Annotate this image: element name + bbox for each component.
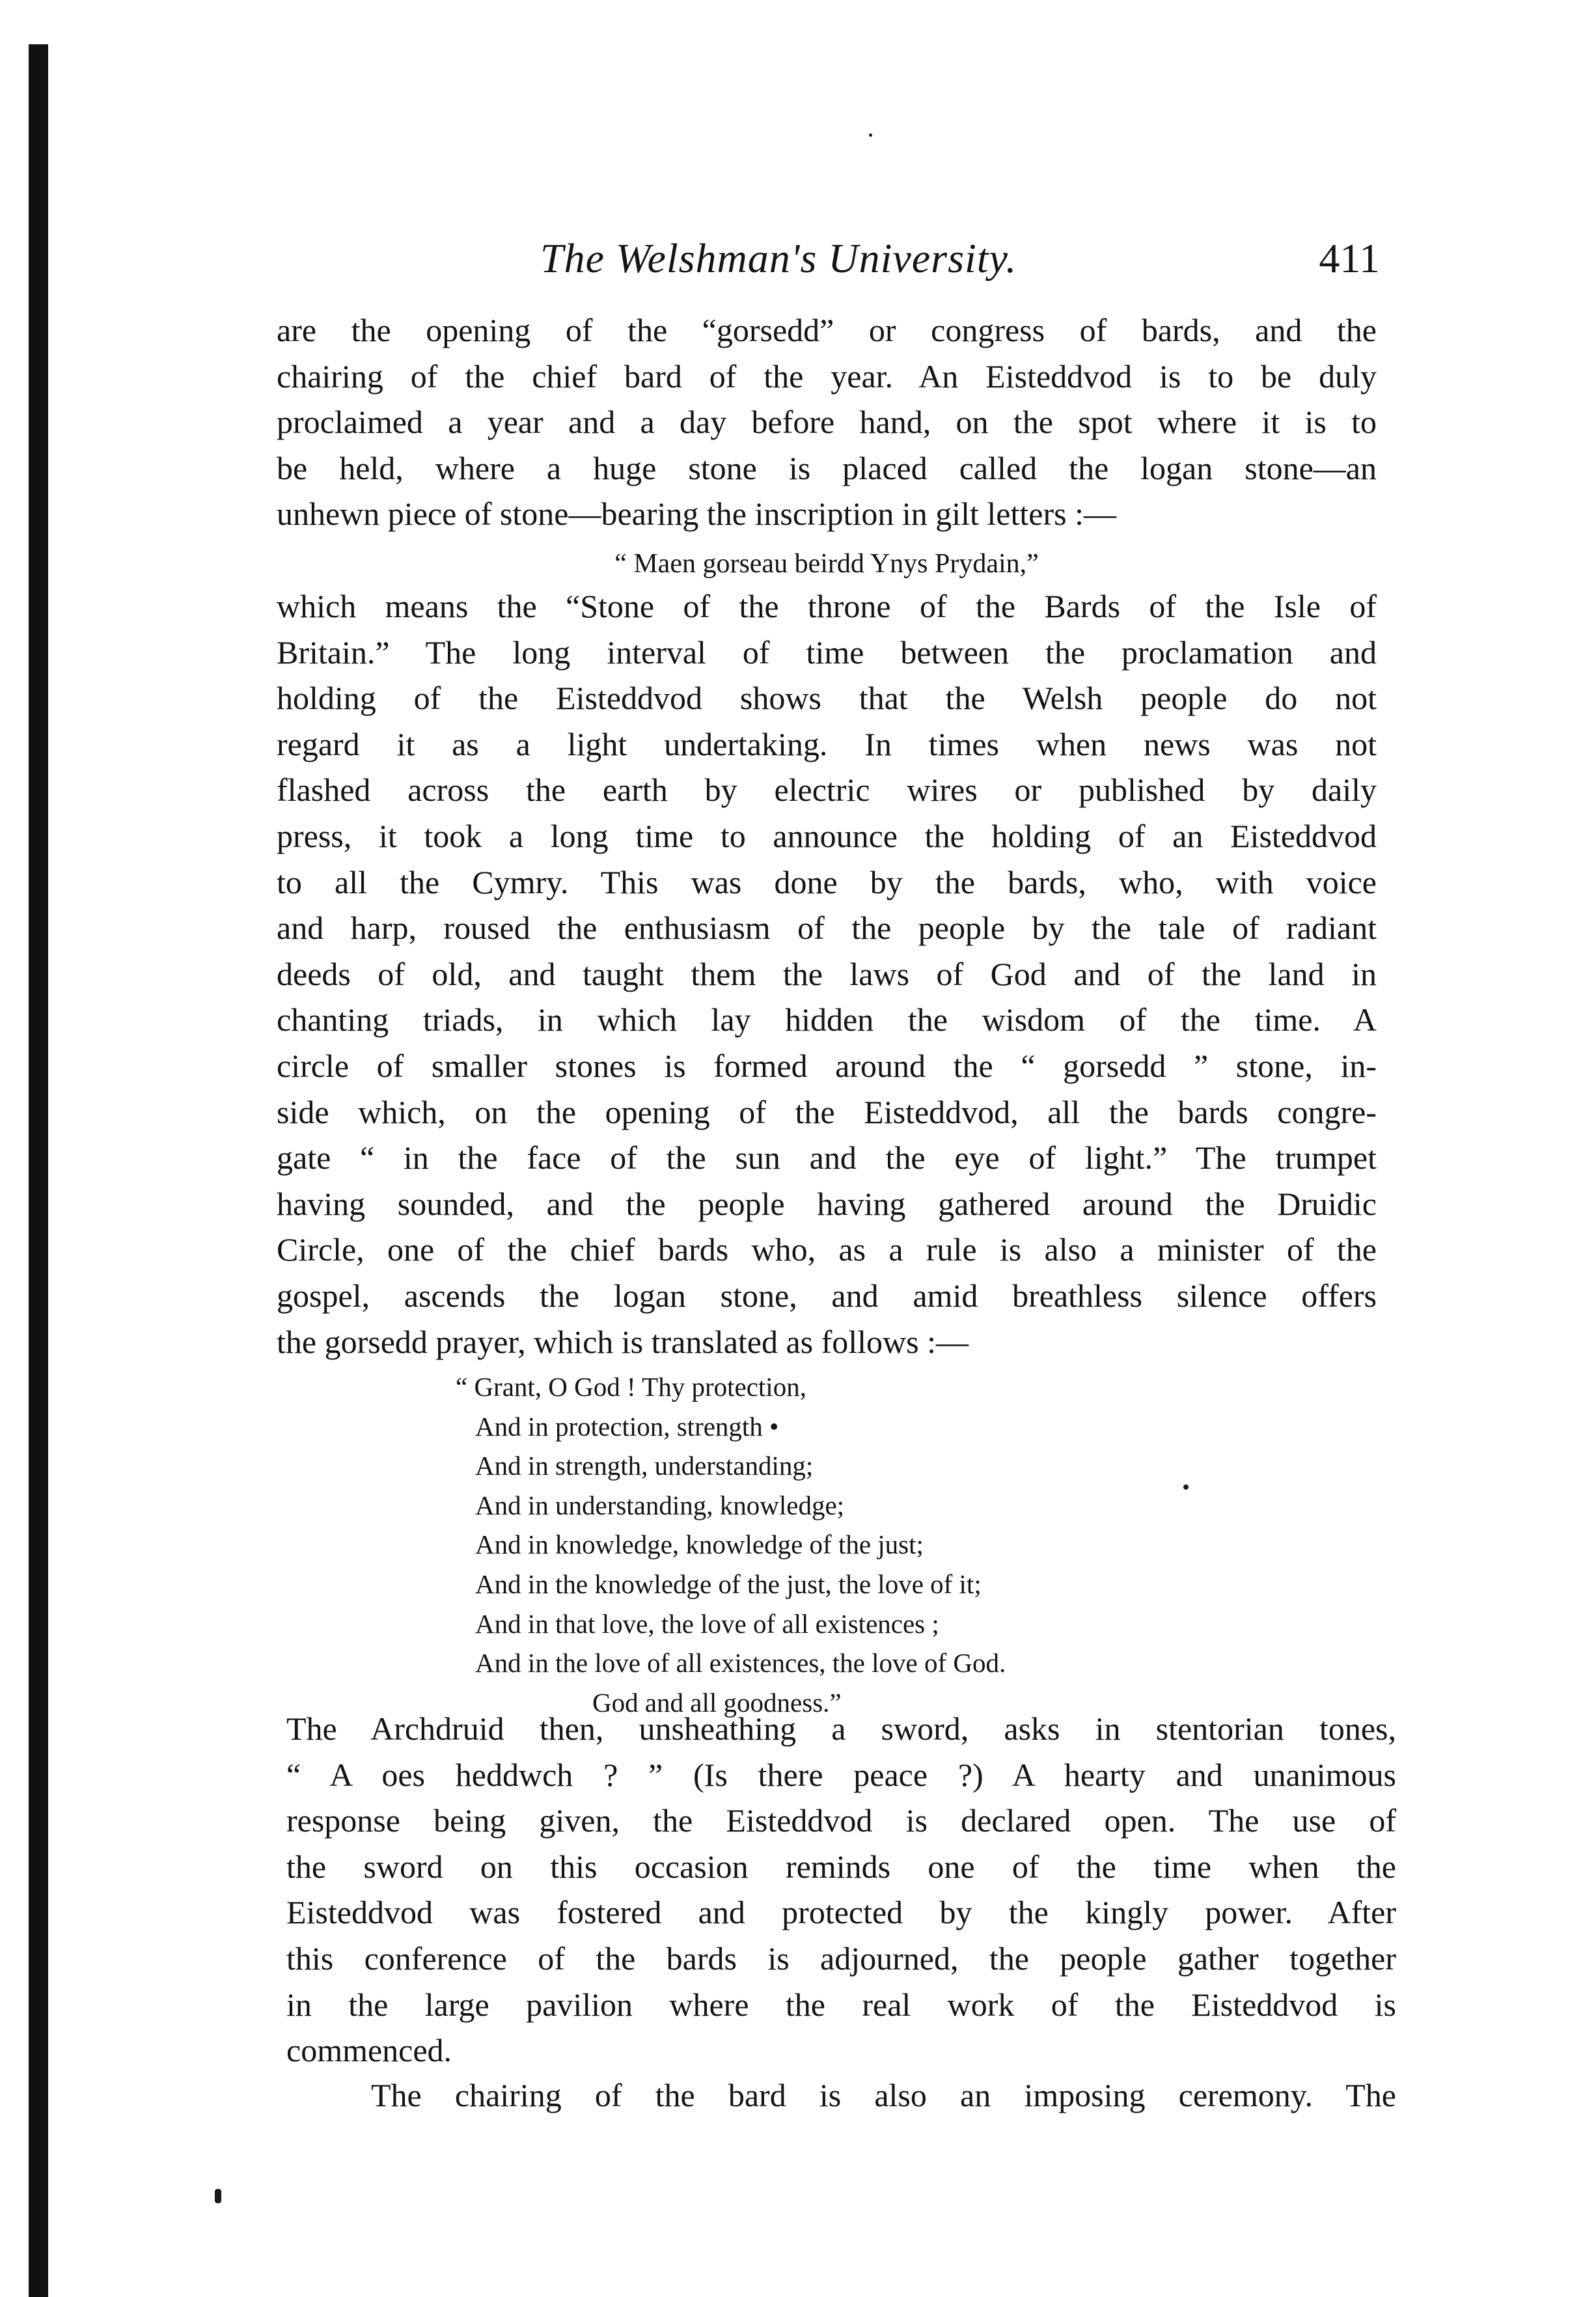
binding-edge <box>29 44 48 2297</box>
paragraph-2 <box>277 583 1377 1365</box>
inscription-quote <box>277 544 1377 583</box>
text-line: Eisteddvod was fostered and protected by the kingly power. After <box>286 1894 1396 1931</box>
gorsedd-prayer <box>456 1367 1006 1722</box>
text-line: this conference of the bards is adjourned, the people gather together <box>286 1940 1396 1977</box>
text-line: holding of the Eisteddvod shows that the Welsh people do not <box>277 680 1377 717</box>
verse-line: And in the knowledge of the just, the love of it; <box>475 1568 982 1599</box>
running-title: The Welshman's University. <box>540 235 1017 281</box>
text-line: The Archdruid then, unsheathing a sword, asks in stentorian tones, <box>286 1710 1396 1747</box>
text-line: flashed across the earth by electric wires or published by daily <box>277 772 1377 809</box>
verse-line: And in protection, strength • <box>475 1411 779 1441</box>
text-line: unhewn piece of stone—bearing the inscription in gilt letters :— <box>277 495 1116 533</box>
scan-speck <box>869 133 872 137</box>
text-line: gate “ in the face of the sun and the eye of light.” The trumpet <box>277 1139 1377 1176</box>
text-line: the gorsedd prayer, which is translated as follows :— <box>277 1323 969 1360</box>
text-line: side which, on the opening of the Eisteddvod, all the bards congre- <box>277 1093 1377 1130</box>
text-line: regard it as a light undertaking. In times when news was not <box>277 725 1377 762</box>
text-line: which means the “Stone of the throne of the Bards of the Isle of <box>277 588 1377 624</box>
verse-line: “ Grant, O God ! Thy protection, <box>456 1372 806 1402</box>
text-line: circle of smaller stones is formed around the “ gorsedd ” stone, in- <box>277 1047 1377 1084</box>
verse-line: God and all goodness.” <box>592 1687 842 1718</box>
verse-line: And in understanding, knowledge; <box>475 1490 845 1520</box>
paragraph-3 <box>286 1706 1396 2074</box>
text-line: the sword on this occasion reminds one of the time when the <box>286 1848 1396 1885</box>
scan-speck <box>215 2189 221 2203</box>
paragraph-1 <box>277 307 1377 537</box>
text-line: commenced. <box>286 2032 452 2069</box>
inscription-text: “ Maen gorseau beirdd Ynys Prydain,” <box>614 549 1039 579</box>
text-line: Britain.” The long interval of time between the proclamation and <box>277 633 1377 671</box>
verse-line: And in strength, understanding; <box>475 1451 814 1481</box>
text-line: The chairing of the bard is also an imposing ceremony. The <box>371 2077 1396 2113</box>
verse-line: And in knowledge, knowledge of the just; <box>475 1529 924 1560</box>
text-line: deeds of old, and taught them the laws of God and of the land in <box>277 955 1377 992</box>
text-line: be held, where a huge stone is placed called the logan stone—an <box>277 449 1377 486</box>
text-line: having sounded, and the people having gathered around the Druidic <box>277 1185 1377 1222</box>
text-line: chairing of the chief bard of the year. An Eisteddvod is to be duly <box>277 357 1377 395</box>
scan-speck <box>1183 1484 1189 1490</box>
text-line: proclaimed a year and a day before hand, on the spot where it is to <box>277 404 1377 441</box>
text-line: chanting triads, in which lay hidden the wisdom of the time. A <box>277 1001 1377 1038</box>
text-line: and harp, roused the enthusiasm of the people by the tale of radiant <box>277 910 1377 947</box>
text-line: are the opening of the “gorsedd” or congress of bards, and the <box>277 312 1377 348</box>
text-line: gospel, ascends the logan stone, and amid breathless silence offers <box>277 1277 1377 1314</box>
text-line: Circle, one of the chief bards who, as a rule is also a minister of the <box>277 1231 1377 1268</box>
verse-line: And in that love, the love of all existences ; <box>475 1608 939 1639</box>
text-line: press, it took a long time to announce the holding of an Eisteddvod <box>277 817 1377 854</box>
paragraph-4 <box>286 2072 1396 2119</box>
text-line: in the large pavilion where the real work of the Eisteddvod is <box>286 1986 1396 2023</box>
page-header <box>273 229 1380 288</box>
text-line: response being given, the Eisteddvod is declared open. The use of <box>286 1802 1396 1839</box>
page-number: 411 <box>1319 235 1380 281</box>
text-line: to all the Cymry. This was done by the bards, who, with voice <box>277 863 1377 900</box>
text-line: “ A oes heddwch ? ” (Is there peace ?) A hearty and unanimous <box>286 1756 1396 1793</box>
verse-line: And in the love of all existences, the love of God. <box>475 1648 1006 1678</box>
